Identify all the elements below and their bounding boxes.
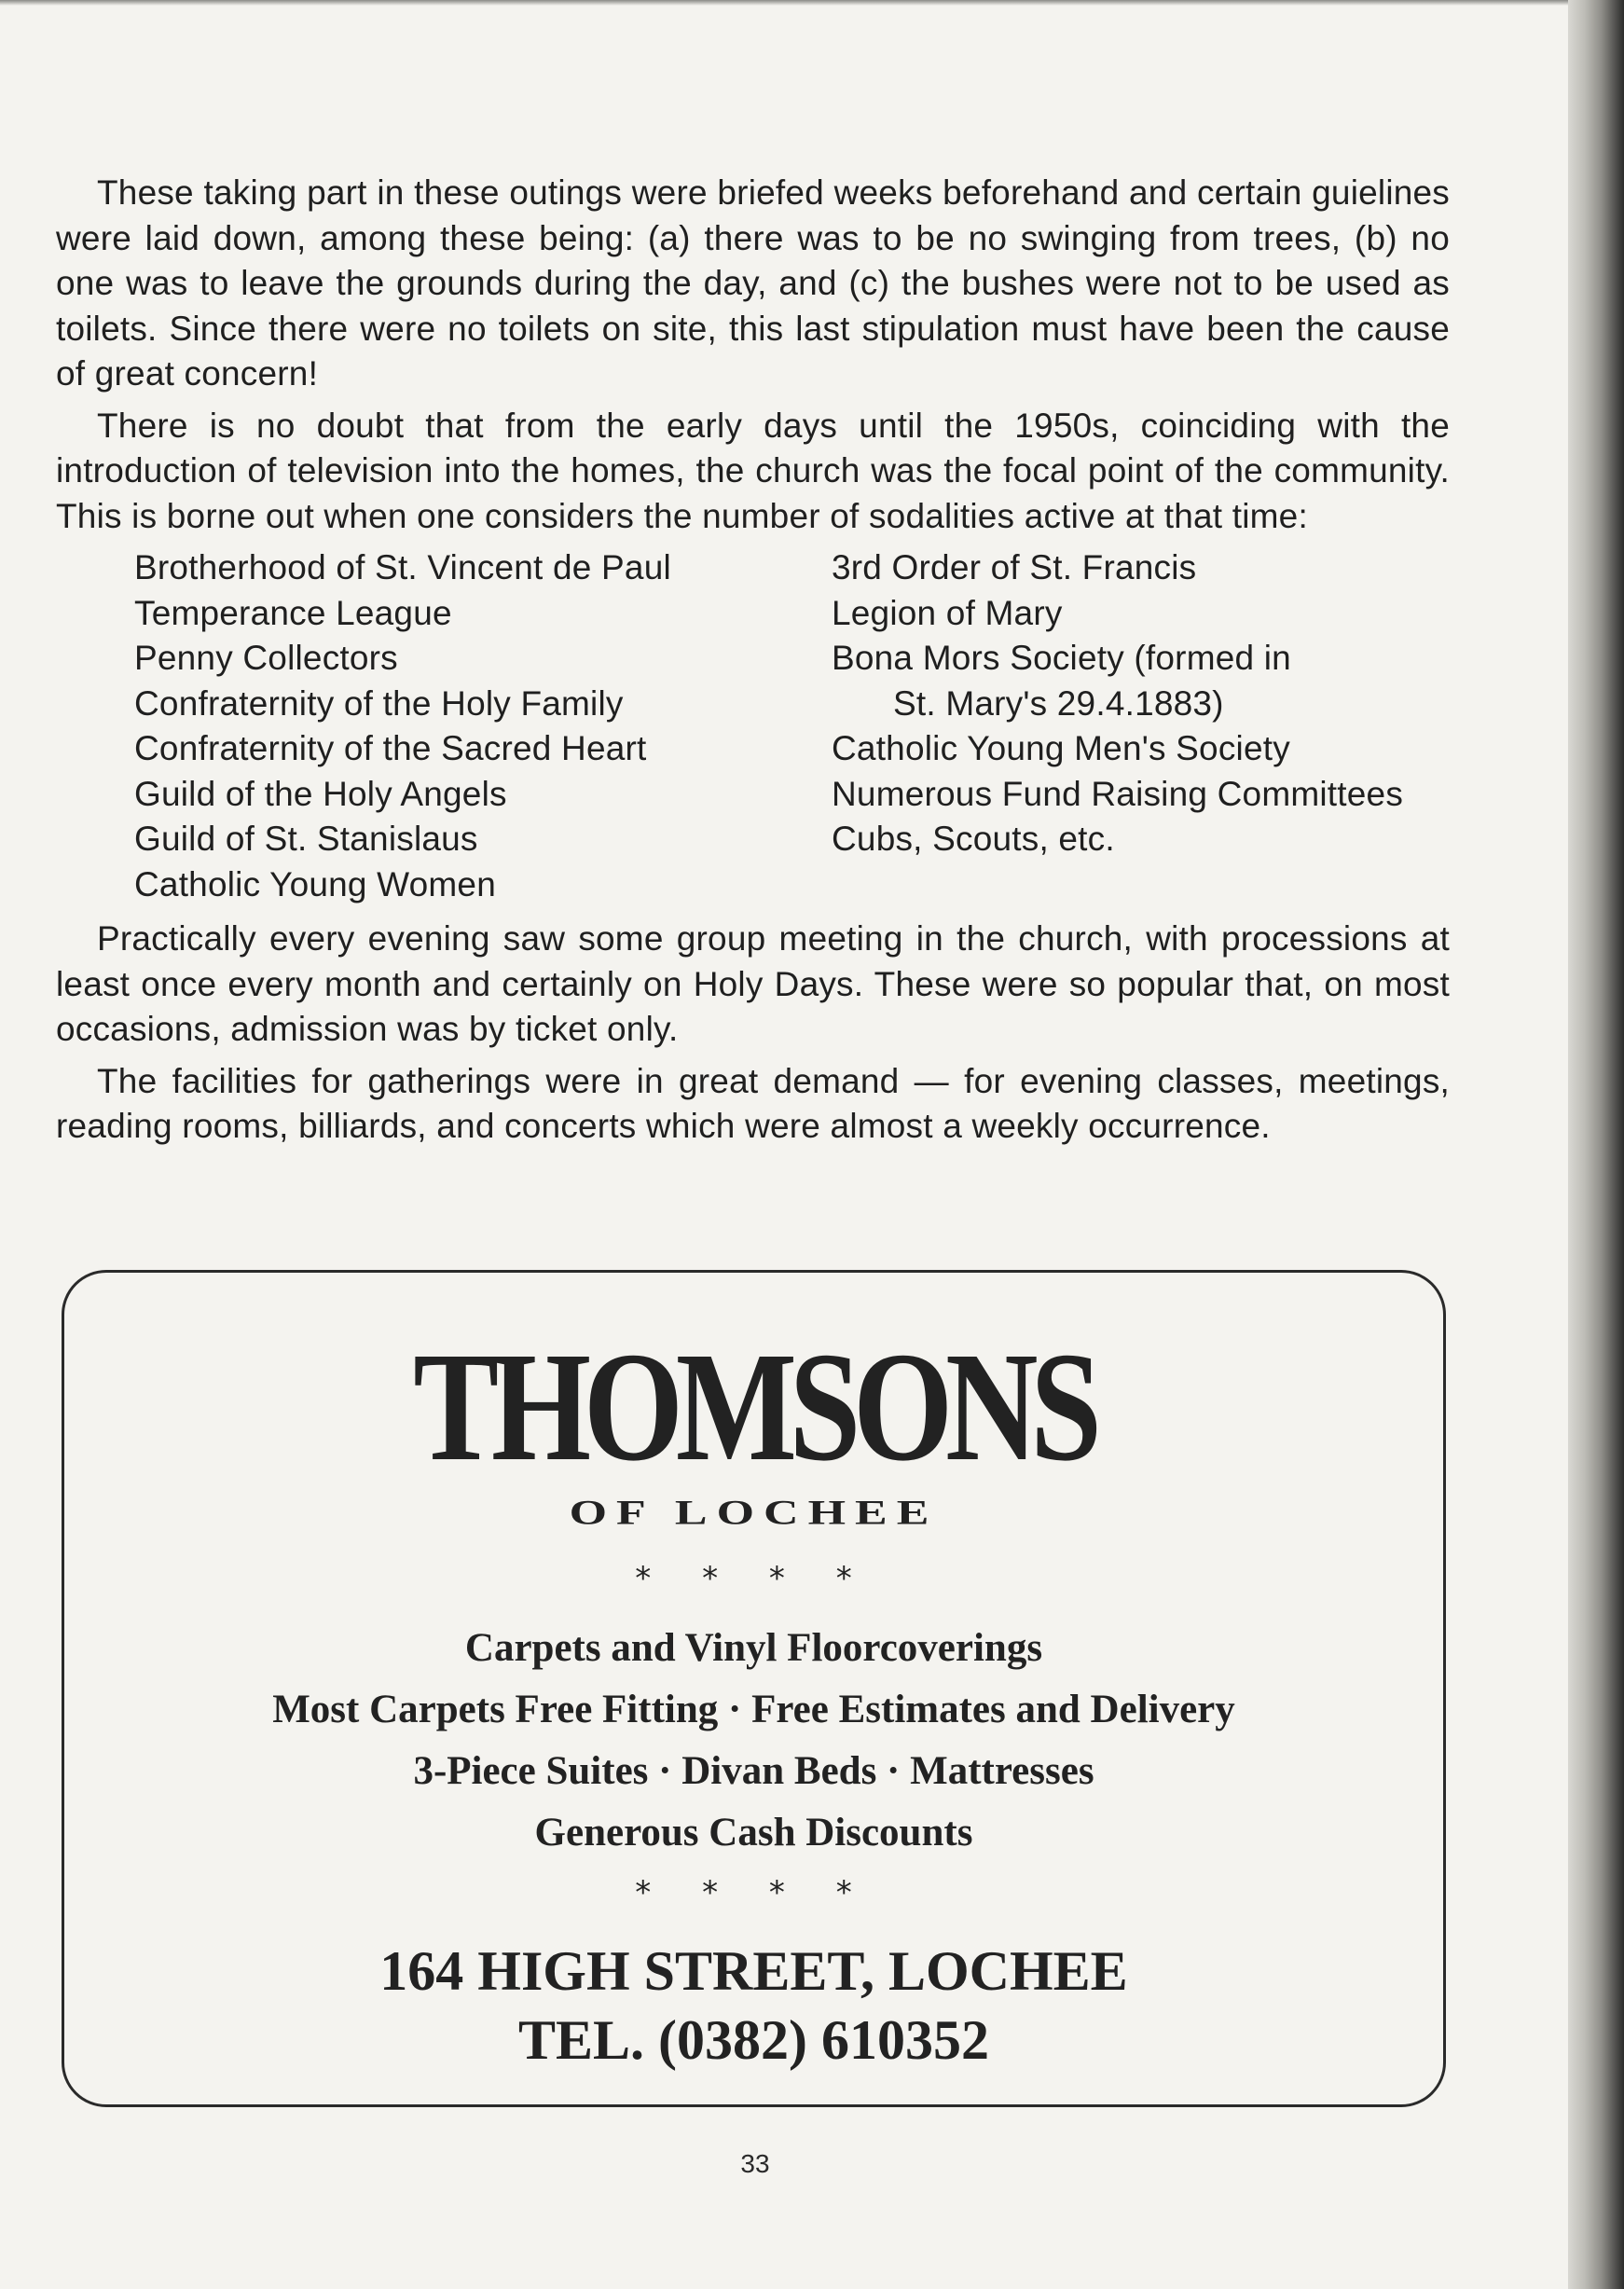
advert-stars-divider: * * * *: [635, 1874, 873, 1911]
paragraph-evening-meetings: Practically every evening saw some group meeting in the church, with processions at least once every month and certainly on Holy Days. These were so popular that, on most occasions, admission was by ticket only.: [56, 919, 1450, 1048]
advert-line-discounts: Generous Cash Discounts: [534, 1811, 973, 1855]
list-item: Numerous Fund Raising Committees: [832, 774, 1404, 813]
advert-line-furniture: 3-Piece Suites · Divan Beds · Mattresses: [413, 1749, 1094, 1793]
list-item: Cubs, Scouts, etc.: [832, 820, 1115, 858]
advert-brand-name: THOMSONS: [413, 1320, 1094, 1494]
paragraph-outing-guidelines: These taking part in these outings were briefed weeks beforehand and certain guielines were laid down, among these being: (a) there was to be no swinging from trees, (b) no one was to leave the grounds during the day, and (c) the bushes were not to be used as toilets. Since there were no toilets on site, this last stipulation must have been the cause of great concern!: [56, 173, 1450, 393]
page-number: 33: [740, 2149, 770, 2178]
advert-telephone: TEL. (0382) 610352: [517, 2009, 990, 2071]
sodalities-column-left: [134, 545, 832, 907]
list-item: Guild of the Holy Angels: [134, 774, 507, 813]
list-item-continuation: St. Mary's 29.4.1883): [893, 683, 1224, 723]
list-item: Penny Collectors: [134, 639, 398, 677]
thomsons-advertisement: [62, 1270, 1446, 2107]
advert-stars-divider: * * * *: [635, 1560, 873, 1597]
advert-line-carpets: Carpets and Vinyl Floorcoverings: [464, 1626, 1043, 1670]
page-binding-edge: [1568, 0, 1624, 2289]
list-item: Brotherhood of St. Vincent de Paul: [134, 548, 671, 586]
list-item: Catholic Young Women: [134, 864, 496, 903]
list-item: Confraternity of the Sacred Heart: [134, 729, 647, 767]
sodalities-list: [134, 545, 1450, 907]
list-item: Confraternity of the Holy Family: [134, 683, 624, 723]
list-item: Legion of Mary: [832, 593, 1063, 632]
page-top-shadow: [0, 0, 1624, 6]
list-item: 3rd Order of St. Francis: [832, 548, 1197, 586]
advert-sub-brand: OF LOCHEE: [569, 1494, 939, 1533]
list-item: Bona Mors Society (formed in: [832, 639, 1291, 677]
article-text: [56, 171, 1450, 1156]
list-item: Guild of St. Stanislaus: [134, 820, 478, 858]
sodalities-column-right: [832, 545, 1450, 907]
paragraph-sodalities-intro: There is no doubt that from the early days until the 1950s, coinciding with the introduction of television into the homes, the church was the focal point of the community. This is borne out when one considers the number of sodalities active at that time:: [56, 406, 1450, 535]
advert-line-fitting: Most Carpets Free Fitting · Free Estimates and Delivery: [272, 1688, 1235, 1731]
paragraph-facilities: The facilities for gatherings were in great demand — for evening classes, meetings, reading rooms, billiards, and concerts which were almost a weekly occurrence.: [56, 1061, 1450, 1145]
list-item: Catholic Young Men's Society: [832, 729, 1290, 767]
advert-address: 164 HIGH STREET, LOCHEE: [379, 1940, 1128, 2002]
list-item: Temperance League: [134, 593, 452, 632]
